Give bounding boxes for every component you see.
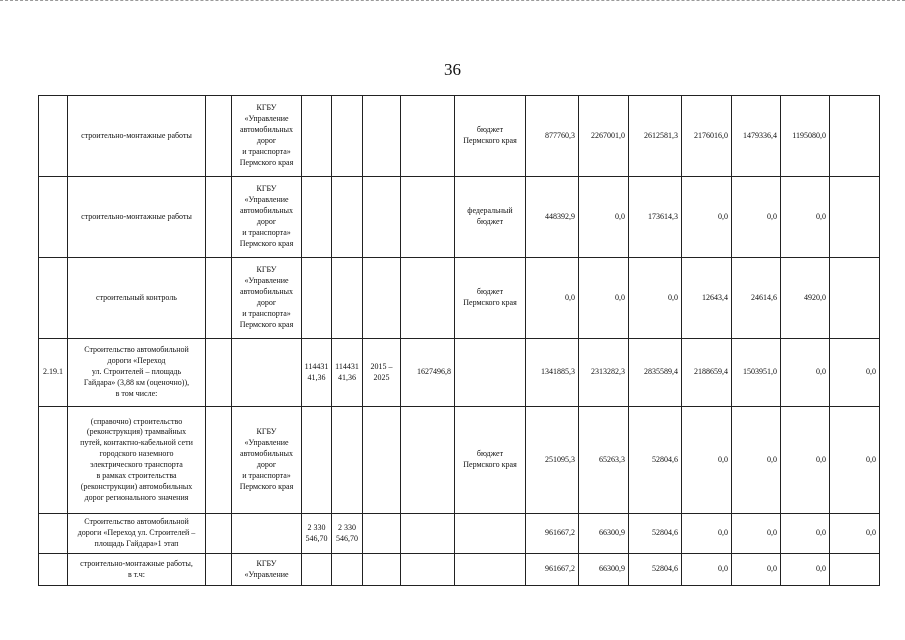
value-cell-2 [579, 339, 629, 407]
value-cell-1 [526, 339, 579, 407]
value-cell-3 [629, 339, 682, 407]
value-cell-5-text: 1503951,0 [743, 367, 777, 377]
value-cell-7 [830, 514, 880, 554]
name-cell-text: строительно-монтажные работы, в т.ч: [80, 558, 193, 579]
value-cell-1 [526, 177, 579, 258]
table-row [39, 339, 880, 407]
blank-cell [206, 258, 232, 339]
value-cell-2 [579, 407, 629, 514]
customer-cell [232, 96, 302, 177]
value-cell-6-text: 0,0 [816, 528, 826, 538]
value-cell-7 [830, 339, 880, 407]
value-cell-4-text: 12643,4 [702, 292, 728, 302]
value-cell-3 [629, 407, 682, 514]
value-cell-7-text: 0,0 [866, 528, 876, 538]
name-cell [68, 339, 206, 407]
value-cell-1 [526, 96, 579, 177]
name-cell [68, 514, 206, 554]
capacity-cell [302, 96, 332, 177]
value-cell-6 [781, 407, 830, 514]
row-number-cell [39, 258, 68, 339]
value-cell-5-text: 24614,6 [751, 292, 777, 302]
row-number-cell [39, 339, 68, 407]
value-cell-4-text: 0,0 [718, 454, 728, 464]
value-cell-1-text: 961667,2 [545, 528, 575, 538]
value-cell-2-text: 66300,9 [599, 528, 625, 538]
cost-cell [401, 258, 455, 339]
value-cell-6-text: 4920,0 [804, 292, 826, 302]
customer-cell [232, 339, 302, 407]
value-cell-6 [781, 554, 830, 586]
table-row [39, 177, 880, 258]
value-cell-3-text: 52804,6 [652, 564, 678, 574]
value-cell-4 [682, 96, 732, 177]
cost-cell-text: 1627496,8 [417, 367, 451, 377]
value-cell-5 [732, 258, 781, 339]
capacity-cell-2 [332, 258, 363, 339]
name-cell-text: Строительство автомобильной дороги «Переход ул. Строителей – площадь Гайдара»1 этап [77, 517, 196, 548]
blank-cell [206, 177, 232, 258]
value-cell-5-text: 0,0 [767, 564, 777, 574]
value-cell-1-text: 1341885,3 [541, 367, 575, 377]
period-cell [363, 514, 401, 554]
value-cell-6-text: 0,0 [816, 564, 826, 574]
value-cell-3 [629, 554, 682, 586]
period-cell-text: 2015 – 2025 [370, 361, 393, 382]
row-number-cell-text: 2.19.1 [43, 367, 63, 377]
value-cell-4 [682, 554, 732, 586]
value-cell-4-text: 2176016,0 [694, 130, 728, 140]
capacity-cell [302, 514, 332, 554]
customer-cell-text: КГБУ «Управление автомобильных дорог и транспорта» Пермского края [239, 184, 294, 248]
value-cell-2-text: 2313282,3 [591, 367, 625, 377]
customer-cell [232, 554, 302, 586]
value-cell-7 [830, 407, 880, 514]
value-cell-5-text: 1479336,4 [743, 130, 777, 140]
value-cell-6 [781, 258, 830, 339]
value-cell-7 [830, 258, 880, 339]
name-cell-text: Строительство автомобильной дороги «Переход ул. Строителей – площадь Гайдара» (3,88 км (оценочно)), в том числе: [83, 345, 190, 398]
capacity-cell-2 [332, 339, 363, 407]
value-cell-3-text: 2835589,4 [644, 367, 678, 377]
blank-cell [206, 339, 232, 407]
funding-source-cell-text: бюджет Пермского края [463, 449, 517, 469]
value-cell-4 [682, 177, 732, 258]
funding-source-cell [455, 96, 526, 177]
value-cell-5 [732, 554, 781, 586]
capacity-cell-2 [332, 96, 363, 177]
value-cell-6 [781, 339, 830, 407]
funding-source-cell [455, 407, 526, 514]
value-cell-1 [526, 554, 579, 586]
capacity-cell-2 [332, 514, 363, 554]
funding-source-cell [455, 339, 526, 407]
capacity-cell-2-text: 2 330 546,70 [336, 522, 358, 543]
value-cell-2 [579, 514, 629, 554]
table-row [39, 554, 880, 586]
value-cell-4 [682, 339, 732, 407]
capacity-cell-2 [332, 407, 363, 514]
customer-cell [232, 407, 302, 514]
table-row [39, 407, 880, 514]
name-cell [68, 407, 206, 514]
funding-source-cell-text: федеральный бюджет [467, 206, 513, 226]
funding-source-cell [455, 258, 526, 339]
value-cell-1-text: 0,0 [565, 292, 575, 302]
value-cell-1 [526, 407, 579, 514]
capacity-cell-2-text: 114431 41,36 [335, 361, 359, 382]
row-number-cell [39, 514, 68, 554]
customer-cell-text: КГБУ «Управление автомобильных дорог и транспорта» Пермского края [239, 265, 294, 329]
name-cell [68, 554, 206, 586]
cost-cell [401, 407, 455, 514]
period-cell [363, 407, 401, 514]
value-cell-7-text: 0,0 [866, 454, 876, 464]
value-cell-6-text: 0,0 [816, 367, 826, 377]
value-cell-1-text: 877760,3 [545, 130, 575, 140]
value-cell-5 [732, 177, 781, 258]
value-cell-4-text: 0,0 [718, 528, 728, 538]
row-number-cell [39, 554, 68, 586]
value-cell-2 [579, 258, 629, 339]
row-number-cell [39, 96, 68, 177]
funding-source-cell [455, 514, 526, 554]
funding-source-cell [455, 177, 526, 258]
value-cell-7 [830, 177, 880, 258]
value-cell-4-text: 0,0 [718, 211, 728, 221]
value-cell-5 [732, 514, 781, 554]
name-cell [68, 177, 206, 258]
capacity-cell-text: 2 330 546,70 [305, 522, 328, 543]
value-cell-6 [781, 514, 830, 554]
value-cell-2 [579, 177, 629, 258]
value-cell-3-text: 52804,6 [652, 454, 678, 464]
value-cell-4 [682, 407, 732, 514]
customer-cell [232, 177, 302, 258]
page-number: 36 [444, 60, 461, 79]
capacity-cell [302, 339, 332, 407]
value-cell-6-text: 0,0 [816, 454, 826, 464]
capacity-cell [302, 258, 332, 339]
value-cell-4-text: 2188659,4 [694, 367, 728, 377]
table-row [39, 96, 880, 177]
row-number-cell [39, 407, 68, 514]
cost-cell [401, 96, 455, 177]
value-cell-5-text: 0,0 [767, 454, 777, 464]
value-cell-3-text: 173614,3 [648, 211, 678, 221]
value-cell-3-text: 0,0 [668, 292, 678, 302]
value-cell-2 [579, 554, 629, 586]
capacity-cell-2 [332, 554, 363, 586]
capacity-cell [302, 554, 332, 586]
value-cell-3-text: 2612581,3 [644, 130, 678, 140]
name-cell-text: строительно-монтажные работы [81, 130, 192, 140]
capacity-cell [302, 407, 332, 514]
value-cell-3-text: 52804,6 [652, 528, 678, 538]
cost-cell [401, 339, 455, 407]
period-cell [363, 96, 401, 177]
customer-cell-text: КГБУ «Управление автомобильных дорог и транспорта» Пермского края [239, 427, 294, 491]
capacity-cell-2 [332, 177, 363, 258]
value-cell-6 [781, 96, 830, 177]
budget-table [38, 95, 880, 586]
blank-cell [206, 96, 232, 177]
value-cell-5 [732, 96, 781, 177]
customer-cell [232, 258, 302, 339]
value-cell-6-text: 0,0 [816, 211, 826, 221]
value-cell-4 [682, 514, 732, 554]
value-cell-7 [830, 554, 880, 586]
value-cell-2-text: 65263,3 [599, 454, 625, 464]
funding-source-cell-text: бюджет Пермского края [463, 125, 517, 145]
value-cell-2-text: 0,0 [615, 292, 625, 302]
value-cell-7-text: 0,0 [866, 367, 876, 377]
value-cell-1 [526, 514, 579, 554]
cost-cell [401, 514, 455, 554]
value-cell-5-text: 0,0 [767, 211, 777, 221]
funding-source-cell [455, 554, 526, 586]
name-cell [68, 258, 206, 339]
value-cell-3 [629, 96, 682, 177]
blank-cell [206, 407, 232, 514]
blank-cell [206, 554, 232, 586]
period-cell [363, 177, 401, 258]
value-cell-6 [781, 177, 830, 258]
name-cell-text: (справочно) строительство (реконструкция) трамвайных путей, контактно-кабельной сети городского наземного электрического транспорта в рамках строительства (реконструкции) автомобильных дорог регионального значения [80, 416, 193, 502]
value-cell-4 [682, 258, 732, 339]
value-cell-6-text: 1195080,0 [792, 130, 826, 140]
scan-edge [0, 0, 905, 5]
value-cell-7 [830, 96, 880, 177]
value-cell-4-text: 0,0 [718, 564, 728, 574]
value-cell-1 [526, 258, 579, 339]
value-cell-3 [629, 514, 682, 554]
cost-cell [401, 554, 455, 586]
value-cell-2-text: 2267001,0 [591, 130, 625, 140]
value-cell-5 [732, 407, 781, 514]
value-cell-3 [629, 177, 682, 258]
value-cell-5 [732, 339, 781, 407]
period-cell [363, 554, 401, 586]
row-number-cell [39, 177, 68, 258]
value-cell-2-text: 0,0 [615, 211, 625, 221]
table-row [39, 258, 880, 339]
value-cell-1-text: 448392,9 [545, 211, 575, 221]
table-row [39, 514, 880, 554]
blank-cell [206, 514, 232, 554]
capacity-cell-text: 114431 41,36 [304, 361, 329, 382]
customer-cell-text: КГБУ «Управление [244, 558, 289, 579]
value-cell-2-text: 66300,9 [599, 564, 625, 574]
name-cell-text: строительный контроль [96, 292, 177, 302]
period-cell [363, 339, 401, 407]
value-cell-1-text: 251095,3 [545, 454, 575, 464]
cost-cell [401, 177, 455, 258]
value-cell-3 [629, 258, 682, 339]
value-cell-5-text: 0,0 [767, 528, 777, 538]
value-cell-1-text: 961667,2 [545, 564, 575, 574]
name-cell [68, 96, 206, 177]
value-cell-2 [579, 96, 629, 177]
customer-cell-text: КГБУ «Управление автомобильных дорог и транспорта» Пермского края [239, 103, 294, 167]
period-cell [363, 258, 401, 339]
name-cell-text: строительно-монтажные работы [81, 211, 192, 221]
funding-source-cell-text: бюджет Пермского края [463, 287, 517, 307]
capacity-cell [302, 177, 332, 258]
customer-cell [232, 514, 302, 554]
